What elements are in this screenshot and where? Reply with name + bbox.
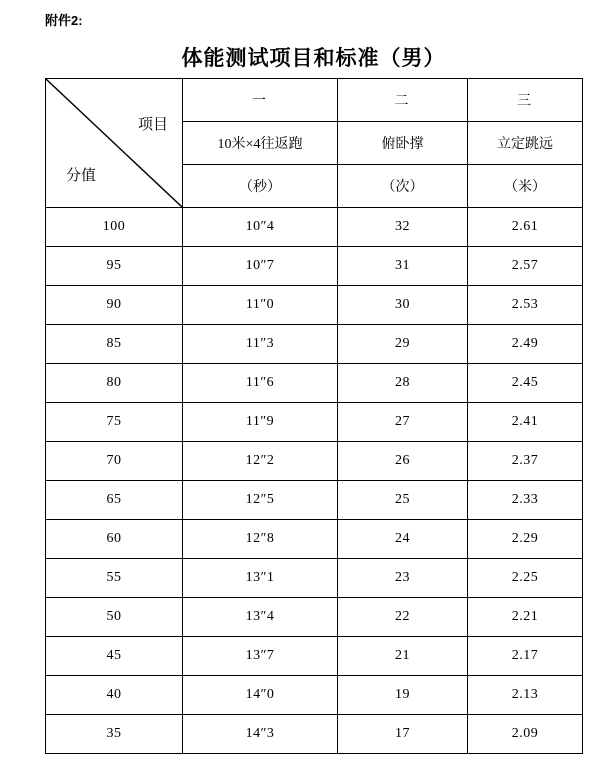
row-value-3: 2.09 bbox=[468, 715, 583, 754]
row-score: 45 bbox=[46, 637, 183, 676]
row-score: 40 bbox=[46, 676, 183, 715]
row-value-2: 19 bbox=[338, 676, 468, 715]
row-score: 35 bbox=[46, 715, 183, 754]
row-value-1: 12″5 bbox=[183, 481, 338, 520]
physical-test-standards-table bbox=[45, 78, 583, 754]
table-row bbox=[46, 637, 583, 676]
table-row bbox=[46, 208, 583, 247]
table-row bbox=[46, 559, 583, 598]
row-value-1: 12″8 bbox=[183, 520, 338, 559]
row-value-3: 2.13 bbox=[468, 676, 583, 715]
row-value-2: 30 bbox=[338, 286, 468, 325]
row-value-2: 22 bbox=[338, 598, 468, 637]
table-header-row-numbers bbox=[46, 79, 583, 122]
row-score: 85 bbox=[46, 325, 183, 364]
row-value-1: 13″4 bbox=[183, 598, 338, 637]
column-number-1: 一 bbox=[183, 79, 338, 122]
row-value-3: 2.61 bbox=[468, 208, 583, 247]
row-value-2: 17 bbox=[338, 715, 468, 754]
row-value-3: 2.37 bbox=[468, 442, 583, 481]
table-row bbox=[46, 481, 583, 520]
table-row bbox=[46, 247, 583, 286]
row-score: 95 bbox=[46, 247, 183, 286]
table-row bbox=[46, 364, 583, 403]
column-name-1: 10米×4往返跑 bbox=[183, 122, 338, 165]
row-value-1: 10″7 bbox=[183, 247, 338, 286]
row-value-2: 21 bbox=[338, 637, 468, 676]
table-row bbox=[46, 715, 583, 754]
row-value-3: 2.49 bbox=[468, 325, 583, 364]
row-value-2: 24 bbox=[338, 520, 468, 559]
row-score: 60 bbox=[46, 520, 183, 559]
table-row bbox=[46, 286, 583, 325]
column-name-3: 立定跳远 bbox=[468, 122, 583, 165]
row-value-2: 31 bbox=[338, 247, 468, 286]
column-name-2: 俯卧撑 bbox=[338, 122, 468, 165]
row-value-2: 32 bbox=[338, 208, 468, 247]
table-row bbox=[46, 442, 583, 481]
row-value-1: 10″4 bbox=[183, 208, 338, 247]
row-value-2: 27 bbox=[338, 403, 468, 442]
row-score: 75 bbox=[46, 403, 183, 442]
row-score: 55 bbox=[46, 559, 183, 598]
column-unit-2: （次） bbox=[338, 165, 468, 208]
row-value-1: 11″9 bbox=[183, 403, 338, 442]
row-value-1: 12″2 bbox=[183, 442, 338, 481]
row-value-3: 2.45 bbox=[468, 364, 583, 403]
row-value-1: 13″1 bbox=[183, 559, 338, 598]
table-row bbox=[46, 403, 583, 442]
attachment-label: 附件2: bbox=[45, 13, 83, 28]
row-value-1: 13″7 bbox=[183, 637, 338, 676]
row-value-2: 25 bbox=[338, 481, 468, 520]
row-value-1: 11″6 bbox=[183, 364, 338, 403]
row-score: 80 bbox=[46, 364, 183, 403]
page-title: 体能测试项目和标准（男） bbox=[181, 46, 446, 70]
row-score: 65 bbox=[46, 481, 183, 520]
row-score: 70 bbox=[46, 442, 183, 481]
row-value-3: 2.41 bbox=[468, 403, 583, 442]
diagonal-line-icon bbox=[46, 79, 182, 207]
row-value-3: 2.17 bbox=[468, 637, 583, 676]
column-number-3: 三 bbox=[468, 79, 583, 122]
row-value-1: 14″3 bbox=[183, 715, 338, 754]
row-value-2: 23 bbox=[338, 559, 468, 598]
corner-diagonal-wrapper bbox=[46, 79, 182, 207]
row-value-2: 29 bbox=[338, 325, 468, 364]
column-number-2: 二 bbox=[338, 79, 468, 122]
row-value-3: 2.21 bbox=[468, 598, 583, 637]
column-unit-3: （米） bbox=[468, 165, 583, 208]
row-value-2: 28 bbox=[338, 364, 468, 403]
corner-item-label: 项目 bbox=[137, 117, 168, 133]
column-unit-1: （秒） bbox=[183, 165, 338, 208]
row-score: 100 bbox=[46, 208, 183, 247]
table-row bbox=[46, 325, 583, 364]
row-value-1: 11″0 bbox=[183, 286, 338, 325]
row-value-3: 2.25 bbox=[468, 559, 583, 598]
corner-score-label: 分值 bbox=[66, 168, 97, 184]
table-row bbox=[46, 676, 583, 715]
row-score: 50 bbox=[46, 598, 183, 637]
row-value-3: 2.53 bbox=[468, 286, 583, 325]
row-value-1: 11″3 bbox=[183, 325, 338, 364]
table-row bbox=[46, 598, 583, 637]
row-score: 90 bbox=[46, 286, 183, 325]
row-value-3: 2.33 bbox=[468, 481, 583, 520]
row-value-3: 2.57 bbox=[468, 247, 583, 286]
table-corner-header bbox=[46, 79, 183, 208]
table-row bbox=[46, 520, 583, 559]
row-value-2: 26 bbox=[338, 442, 468, 481]
row-value-3: 2.29 bbox=[468, 520, 583, 559]
row-value-1: 14″0 bbox=[183, 676, 338, 715]
